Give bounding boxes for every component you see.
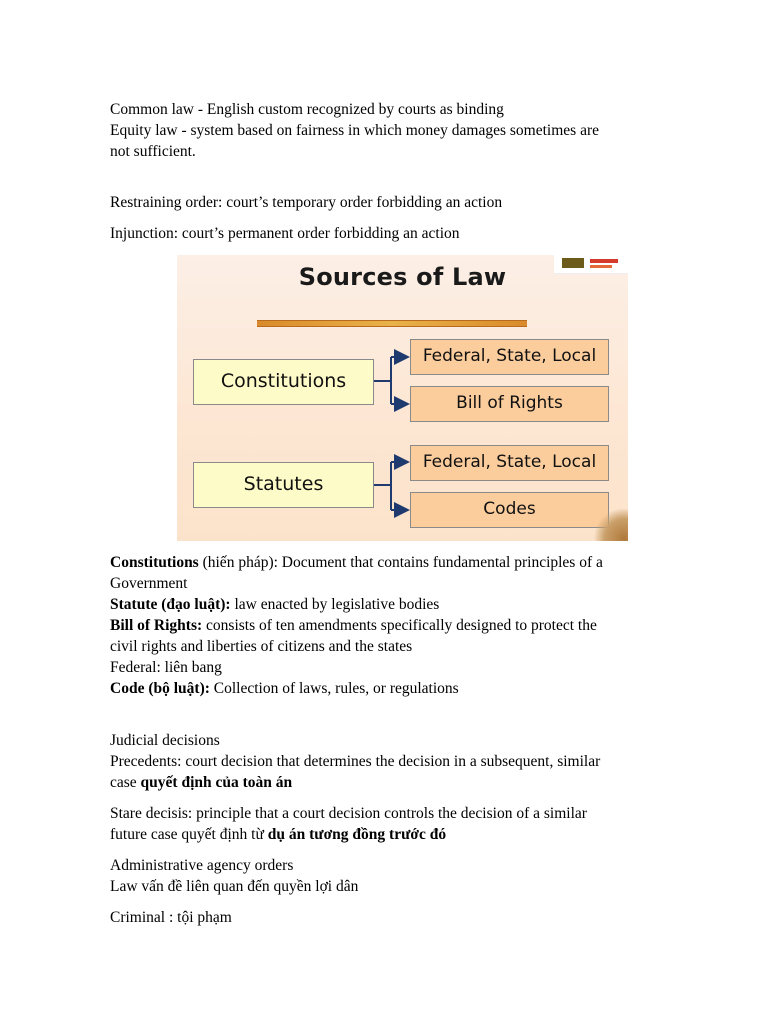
federal-definition: Federal: liên bang xyxy=(110,659,222,676)
precedents-line2 xyxy=(110,772,694,793)
code-definition xyxy=(110,678,694,699)
equity-law-definition-line1: Equity law - system based on fairness in which money damages sometimes are xyxy=(110,122,599,139)
diagram-title: Sources of Law xyxy=(298,263,507,291)
code-text: Collection of laws, rules, or regulations xyxy=(209,680,459,697)
constitutions-definition-line1 xyxy=(110,552,694,573)
administrative-agency-orders: Administrative agency orders xyxy=(110,857,294,874)
bill-of-rights-text-1: consists of ten amendments specifically designed to protect the xyxy=(202,617,597,634)
criminal-definition: Criminal : tội phạm xyxy=(110,909,232,926)
stare-decisis-text-2: future case quyết định từ xyxy=(110,826,268,843)
stare-decisis-vietnamese: dụ án tương đồng trước đó xyxy=(267,826,447,843)
sources-of-law-diagram xyxy=(177,255,628,541)
bill-of-rights-definition-line1 xyxy=(110,615,694,636)
stare-decisis-line1: Stare decisis: principle that a court decision controls the decision of a similar xyxy=(110,805,587,822)
precedents-text-2: case xyxy=(110,774,141,791)
restraining-order-definition: Restraining order: court’s temporary order forbidding an action xyxy=(110,194,503,211)
bill-of-rights-definition-line2: civil rights and liberties of citizens and the states xyxy=(110,638,413,655)
equity-law-definition-line2: not sufficient. xyxy=(110,143,196,160)
statute-term: Statute (đạo luật): xyxy=(110,596,231,613)
node-codes-label: Codes xyxy=(483,499,536,519)
node-bill-of-rights-label: Bill of Rights xyxy=(456,393,563,413)
statute-definition xyxy=(110,594,694,615)
judicial-decisions-heading: Judicial decisions xyxy=(110,732,220,749)
constitutions-definition-line2: Government xyxy=(110,575,188,592)
node-statutes xyxy=(193,462,374,508)
node-const-federal-label: Federal, State, Local xyxy=(422,346,597,366)
code-term: Code (bộ luật): xyxy=(110,680,210,697)
constitutions-text-1: (hiến pháp): Document that contains fundamental principles of a xyxy=(198,554,603,571)
bill-of-rights-term: Bill of Rights: xyxy=(110,617,203,634)
document-body xyxy=(110,99,694,244)
constitutions-term: Constitutions xyxy=(110,554,199,571)
statute-text: law enacted by legislative bodies xyxy=(230,596,440,613)
node-const-federal-state-local xyxy=(410,339,609,375)
law-note: Law vấn đề liên quan đến quyền lợi dân xyxy=(110,878,359,895)
precedents-line1: Precedents: court decision that determines the decision in a subsequent, similar xyxy=(110,753,601,770)
document-body-lower xyxy=(110,552,694,928)
decorative-corner xyxy=(592,509,628,541)
stare-decisis-line2 xyxy=(110,824,694,845)
node-stat-federal-state-local xyxy=(410,445,609,481)
common-law-definition: Common law - English custom recognized by courts as binding xyxy=(110,101,504,118)
precedents-vietnamese: quyết định của toàn án xyxy=(140,774,293,791)
injunction-definition: Injunction: court’s permanent order forbidding an action xyxy=(110,225,460,242)
node-constitutions xyxy=(193,359,374,405)
node-bill-of-rights xyxy=(410,386,609,422)
node-statutes-label: Statutes xyxy=(243,473,324,495)
node-constitutions-label: Constitutions xyxy=(220,370,347,392)
node-stat-federal-label: Federal, State, Local xyxy=(422,452,597,472)
node-codes xyxy=(410,492,609,528)
